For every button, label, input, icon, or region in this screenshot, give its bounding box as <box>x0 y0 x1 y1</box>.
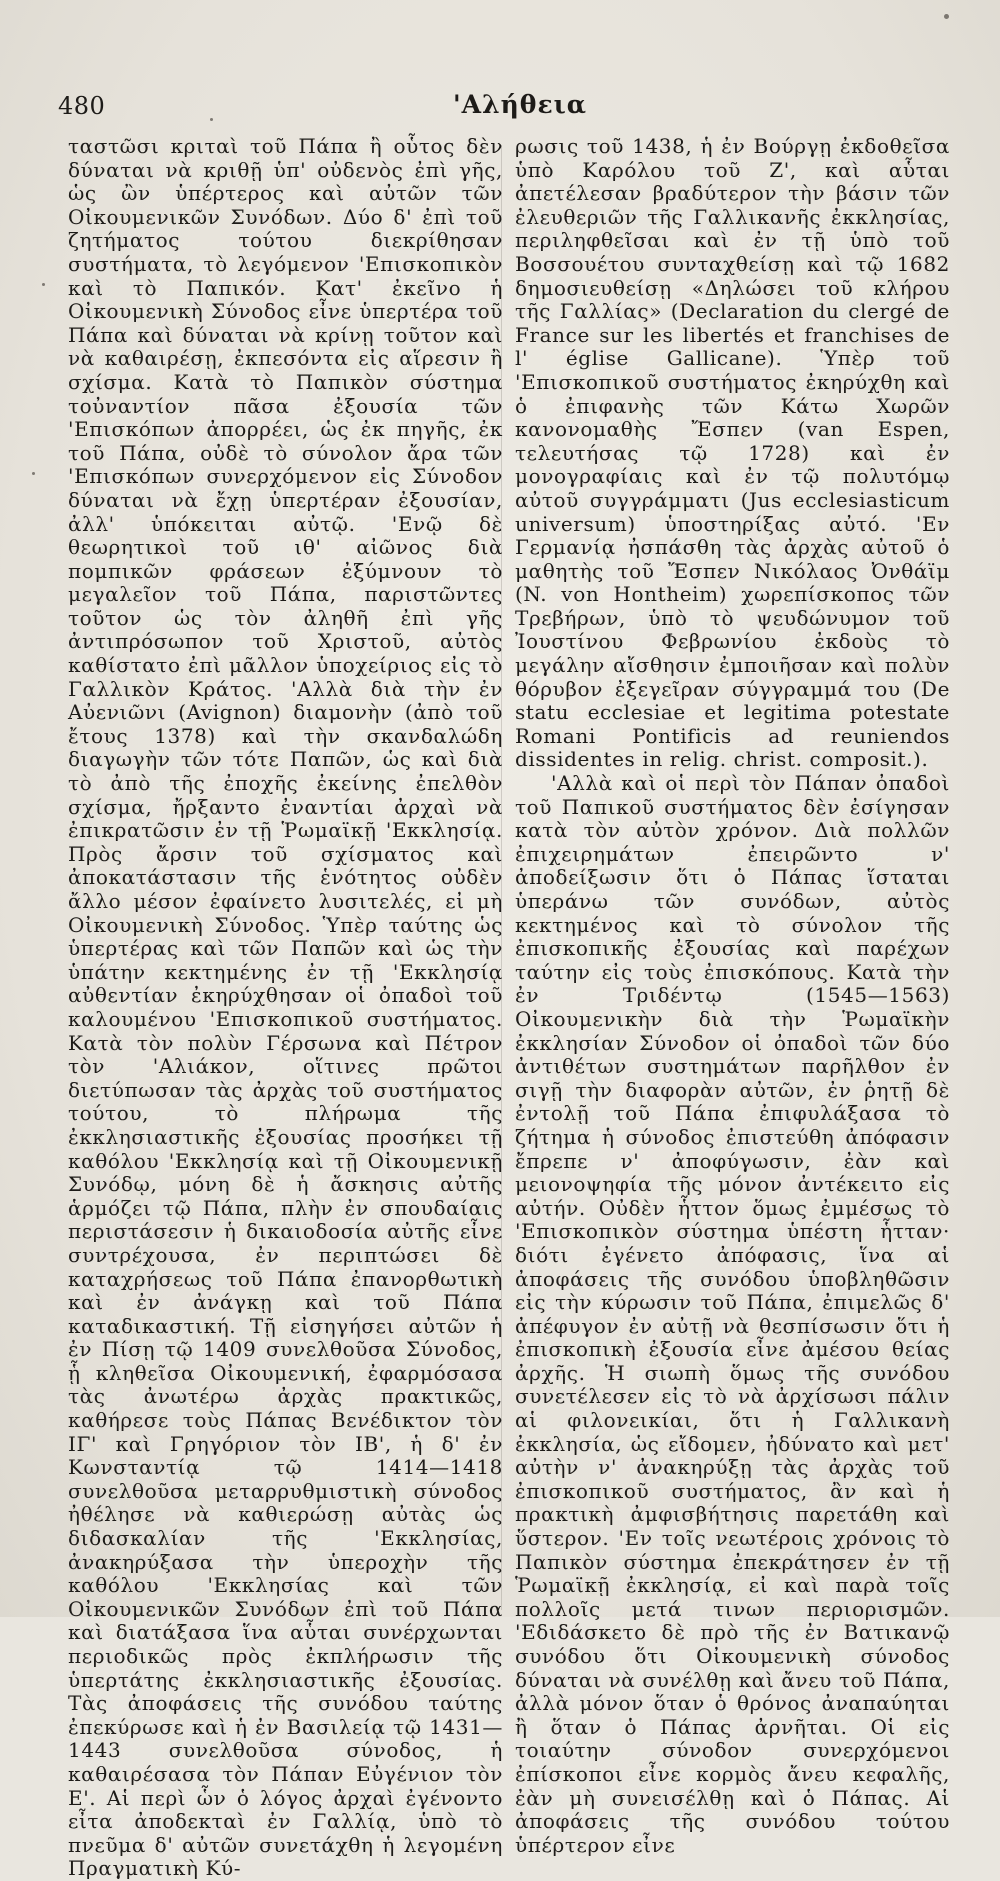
page-number: 480 <box>58 92 106 120</box>
paper-speck <box>42 283 45 286</box>
left-paragraph-1: ταστῶσι κριταὶ τοῦ Πάπα ἢ οὗτος δὲν δύναται νὰ κριθῇ ὑπ' οὐδενὸς ἐπὶ γῆς, ὡς ὢν ὑπέρτερος καὶ αὐτῶν τῶν Οἰκουμενικῶν Συνόδων. Δύο δ' ἐπὶ τοῦ ζητήματος τούτου διεκρίθησαν συστήματα, τὸ λεγόμενον 'Επισκοπικὸν καὶ τὸ Παπικόν. Κατ' ἐκεῖνο ἡ Οἰκουμενικὴ Σύνοδος εἶνε ὑπερτέρα τοῦ Πάπα καὶ δύναται νὰ κρίνῃ τοῦτον καὶ νὰ καθαιρέσῃ, ἐκπεσόντα εἰς αἵρεσιν ἢ σχίσμα. Κατὰ τὸ Παπικὸν σύστημα τοὐναντίον πᾶσα ἐξουσία τῶν 'Επισκόπων ἀπορρέει, ὡς ἐκ πηγῆς, ἐκ τοῦ Πάπα, οὐδὲ τὸ σύνολον ἄρα τῶν 'Επισκόπων συνερχόμενον εἰς Σύνοδον δύναται νὰ ἔχῃ ὑπερτέραν ἐξουσίαν, ἀλλ' ὑπόκειται αὐτῷ. 'Ενῷ δὲ θεωρητικοὶ τοῦ ιθ' αἰῶνος διὰ πομπικῶν φράσεων ἐξύμνουν τὸ μεγαλεῖον τοῦ Πάπα, παριστῶντες τοῦτον ὡς τὸν ἀληθῆ ἐπὶ γῆς ἀντιπρόσωπον τοῦ Χριστοῦ, αὐτὸς καθίστατο ἐπὶ μᾶλλον ὑποχείριος εἰς τὸ Γαλλικὸν Κράτος. 'Αλλὰ διὰ τὴν ἐν Αὐενιῶνι (Avignon) διαμονὴν (ἀπὸ τοῦ ἔτους 1378) καὶ τὴν σκανδαλώδη διαγωγὴν τῶν τότε Παπῶν, ὡς καὶ διὰ τὸ ἀπὸ τῆς ἐποχῆς ἐκείνης ἐπελθὸν σχίσμα, ἤρξαντο ἐναντίαι ἀρχαὶ νὰ ἐπικρατῶσιν ἐν τῇ Ῥωμαϊκῇ 'Εκκλησίᾳ. Πρὸς ἄρσιν τοῦ σχίσματος καὶ ἀποκατάστασιν τῆς ἑνότητος οὐδὲν ἄλλο μέσον ἐφαίνετο λυσιτελές, εἰ μὴ Οἰκουμενικὴ Σύνοδος. Ὑπὲρ ταύτης ὡς ὑπερτέρας καὶ τῶν Παπῶν καὶ ὡς τὴν ὑπάτην κεκτημένης ἐν τῇ 'Εκκλησίᾳ αὐθεντίαν ἐκηρύχθησαν οἱ ὀπαδοὶ τοῦ καλουμένου 'Επισκοπικοῦ συστήματος. Κατὰ τὸν πολὺν Γέρσωνα καὶ Πέτρον τὸν 'Αλιάκον, οἵτινες πρῶτοι διετύπωσαν τὰς ἀρχὰς τοῦ συστήματος τούτου, τὸ πλήρωμα τῆς ἐκκλησιαστικῆς ἐξουσίας προσήκει τῇ καθόλου 'Εκκλησίᾳ καὶ τῇ Οἰκουμενικῇ Συνόδῳ, μόνη δὲ ἡ ἄσκησις αὐτῆς ἁρμόζει τῷ Πάπα, πλὴν ἐν σπουδαίαις περιστάσεσιν ἡ δικαιοδοσία αὐτῆς εἶνε συντρέχουσα, ἐν περιπτώσει δὲ καταχρήσεως τοῦ Πάπα ἐπανορθωτικὴ καὶ ἐν ἀνάγκῃ καὶ τοῦ Πάπα καταδικαστική. Τῇ εἰσηγήσει αὐτῶν ἡ ἐν Πίσῃ τῷ 1409 συνελθοῦσα Σύνοδος, ᾗ κληθεῖσα Οἰκουμενική, ἐφαρμόσασα τὰς ἀνωτέρω ἀρχὰς πρακτικῶς, καθήρεσε τοὺς Πάπας Βενέδικτον τὸν ΙΓ' καὶ Γρηγόριον τὸν ΙΒ', ἡ δ' ἐν Κωνσταντίᾳ τῷ 1414—1418 συνελθοῦσα μεταρρυθμιστικὴ σύνοδος ἠθέλησε νὰ καθιερώσῃ αὐτὰς ὡς διδασκαλίαν τῆς 'Εκκλησίας, ἀνακηρύξασα τὴν ὑπεροχὴν τῆς καθόλου 'Εκκλησίας καὶ τῶν Οἰκουμενικῶν Συνόδων ἐπὶ τοῦ Πάπα καὶ διατάξασα ἵνα αὗται συνέρχωνται περιοδικῶς πρὸς ἐκπλήρωσιν τῆς ὑπερτάτης ἐκκλησιαστικῆς ἐξουσίας. Τὰς ἀποφάσεις τῆς συνόδου ταύτης ἐπεκύρωσε καὶ ἡ ἐν Βασιλείᾳ τῷ 1431—1443 συνελθοῦσα σύνοδος, ἡ καθαιρέσασα τὸν Πάπαν Εὐγένιον τὸν Ε'. Αἱ περὶ ὧν ὁ λόγος ἀρχαὶ ἐγένοντο εἶτα ἀποδεκταὶ ἐν Γαλλίᾳ, ὑπὸ τὸ πνεῦμα δ' αὐτῶν συνετάχθη ἡ λεγομένη Πραγματικὴ Κύ- <box>68 134 503 1881</box>
right-paragraph-1: ρωσις τοῦ 1438, ἡ ἐν Βούργῃ ἐκδοθεῖσα ὑπὸ Καρόλου τοῦ Ζ', καὶ αὗται ἀπετέλεσαν βραδύτερον τὴν βάσιν τῶν ἐλευθεριῶν τῆς Γαλλικανῆς ἐκκλησίας, περιληφθεῖσαι καὶ ἐν τῇ ὑπὸ τοῦ Βοσσουέτου συνταχθείσῃ καὶ τῷ 1682 δημοσιευθείσῃ «Δηλώσει τοῦ κλήρου τῆς Γαλλίας» (Declaration du clergé de France sur les libertés et franchises de l' église Gallicane). Ὑπὲρ τοῦ 'Επισκοπικοῦ συστήματος ἐκηρύχθη καὶ ὁ ἐπιφανὴς τῶν Κάτω Χωρῶν κανονομαθὴς Ἔσπεν (van Espen, τελευτήσας τῷ 1728) καὶ ἐν μονογραφίαις καὶ ἐν τῷ πολυτόμῳ αὐτοῦ συγγράμματι (Jus ecclesiasticum universum) ὑποστηρίξας αὐτό. 'Εν Γερμανίᾳ ἠσπάσθη τὰς ἀρχὰς αὐτοῦ ὁ μαθητὴς τοῦ Ἔσπεν Νικόλαος Ὀνθάϊμ (N. von Hontheim) χωρεπίσκοπος τῶν Τρεβήρων, ὑπὸ τὸ ψευδώνυμον τοῦ Ἰουστίνου Φεβρωνίου ἐκδοὺς τὸ μεγάλην αἴσθησιν ἐμποιῆσαν καὶ πολὺν θόρυβον ἐξεγεῖραν σύγγραμμά του (De statu ecclesiae et legitima potestate Romani Pontificis ad reuniendos dissidentes in relig. christ. composit.). <box>515 134 950 772</box>
paper-speck <box>210 118 213 121</box>
right-column <box>515 135 950 1857</box>
right-paragraph-2: 'Αλλὰ καὶ οἱ περὶ τὸν Πάπαν ὀπαδοὶ τοῦ Παπικοῦ συστήματος δὲν ἐσίγησαν κατὰ τὸν αὐτὸν χρόνον. Διὰ πολλῶν ἐπιχειρημάτων ἐπειρῶντο ν' ἀποδείξωσιν ὅτι ὁ Πάπας ἵσταται ὑπεράνω τῶν συνόδων, αὐτὸς κεκτημένος καὶ τὸ σύνολον τῆς ἐπισκοπικῆς ἐξουσίας καὶ παρέχων ταύτην εἰς τοὺς ἐπισκόπους. Κατὰ τὴν ἐν Τριδέντῳ (1545—1563) Οἰκουμενικὴν διὰ τὴν Ῥωμαϊκὴν ἐκκλησίαν Σύνοδον οἱ ὀπαδοὶ τῶν δύο ἀντιθέτων συστημάτων παρῆλθον ἐν σιγῇ τὴν διαφορὰν αὐτῶν, ἐν ῥητῇ δὲ ἐντολῇ τοῦ Πάπα ἐπιφυλάξασα τὸ ζήτημα ἡ σύνοδος ἐπιστεύθη ἀπόφασιν ἔπρεπε ν' ἀποφύγωσιν, ἐὰν καὶ μειονοψηφία τῆς μόνον ἀντέκειτο εἰς αὐτήν. Οὐδὲν ἧττον ὅμως ἐμμέσως τὸ 'Επισκοπικὸν σύστημα ὑπέστη ἧτταν· διότι ἐγένετο ἀπόφασις, ἵνα αἱ ἀποφάσεις τῆς συνόδου ὑποβληθῶσιν εἰς τὴν κύρωσιν τοῦ Πάπα, ἐπιμελῶς δ' ἀπέφυγον ἐν αὐτῇ νὰ θεσπίσωσιν ὅτι ἡ ἐπισκοπικὴ ἐξουσία εἶνε ἀμέσου θείας ἀρχῆς. Ἡ σιωπὴ ὅμως τῆς συνόδου συνετέλεσεν εἰς τὸ νὰ ἀρχίσωσι πάλιν αἱ φιλονεικίαι, ὅτι ἡ Γαλλικανὴ ἐκκλησία, ὡς εἴδομεν, ἠδύνατο καὶ μετ' αὐτὴν ν' ἀνακηρύξῃ τὰς ἀρχὰς τοῦ ἐπισκοπικοῦ συστήματος, ἂν καὶ ἡ πρακτικὴ ἀμφισβήτησις παρετάθη καὶ ὕστερον. 'Εν τοῖς νεωτέροις χρόνοις τὸ Παπικὸν σύστημα ἐπεκράτησεν ἐν τῇ Ῥωμαϊκῇ ἐκκλησίᾳ, εἰ καὶ παρὰ τοῖς πολλοῖς μετά τινων περιορισμῶν. 'Εδιδάσκετο δὲ πρὸ τῆς ἐν Βατικανῷ συνόδου ὅτι Οἰκουμενικὴ σύνοδος δύναται νὰ συνέλθῃ καὶ ἄνευ τοῦ Πάπα, ἀλλὰ μόνον ὅταν ὁ θρόνος ἀναπαύηται ἢ ὅταν ὁ Πάπας ἀρνῆται. Οἱ εἰς τοιαύτην σύνοδον συνερχόμενοι ἐπίσκοποι εἶνε κορμὸς ἄνευ κεφαλῆς, ἐὰν μὴ συνεισέλθῃ καὶ ὁ Πάπας. Αἱ ἀποφάσεις τῆς συνόδου τούτου ὑπέρτερον εἶνε <box>515 771 950 1857</box>
left-column <box>68 135 503 1881</box>
running-title: 'Αλήθεια <box>453 90 587 119</box>
page-header <box>0 0 1000 130</box>
paper-speck <box>944 14 949 19</box>
column-gutter <box>501 145 502 1610</box>
paper-speck <box>32 472 35 475</box>
